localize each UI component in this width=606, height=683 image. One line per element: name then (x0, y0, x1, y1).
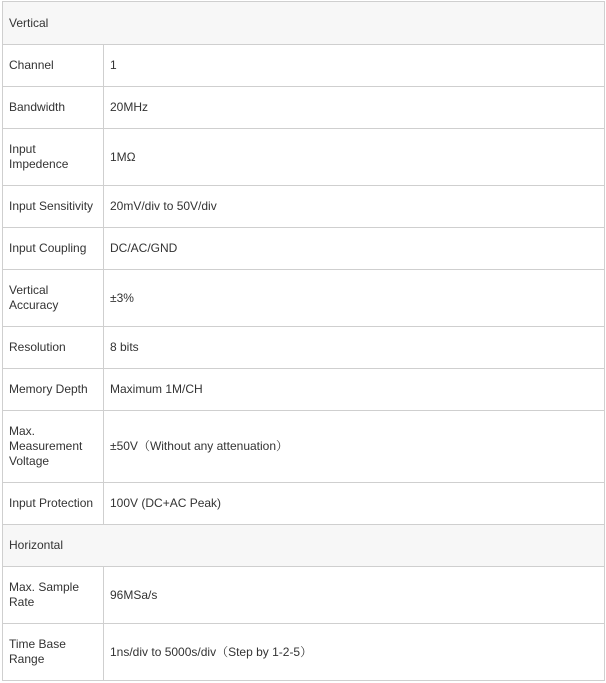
section-title: Vertical (3, 2, 605, 45)
table-row (3, 45, 605, 87)
spec-label: Max. Measurement Voltage (3, 411, 104, 483)
spec-label: Time Base Range (3, 624, 104, 681)
table-row (3, 129, 605, 186)
spec-value: 1ns/div to 5000s/div（Step by 1-2-5） (104, 624, 605, 681)
spec-label: Channel (3, 45, 104, 87)
table-row (3, 186, 605, 228)
table-row (3, 411, 605, 483)
table-row (3, 228, 605, 270)
spec-label: Input Sensitivity (3, 186, 104, 228)
spec-label: Input Coupling (3, 228, 104, 270)
table-row (3, 567, 605, 624)
section-header-row (3, 525, 605, 567)
spec-label: Vertical Accuracy (3, 270, 104, 327)
spec-label: Input Impedence (3, 129, 104, 186)
spec-value: ±3% (104, 270, 605, 327)
spec-table (2, 1, 605, 681)
spec-label: Bandwidth (3, 87, 104, 129)
spec-value: 100V (DC+AC Peak) (104, 483, 605, 525)
spec-value: 20mV/div to 50V/div (104, 186, 605, 228)
spec-value: 8 bits (104, 327, 605, 369)
spec-label: Resolution (3, 327, 104, 369)
spec-label: Max. Sample Rate (3, 567, 104, 624)
table-row (3, 270, 605, 327)
spec-label: Memory Depth (3, 369, 104, 411)
spec-value: 1MΩ (104, 129, 605, 186)
table-row (3, 369, 605, 411)
spec-value: 96MSa/s (104, 567, 605, 624)
table-row (3, 483, 605, 525)
spec-value: 1 (104, 45, 605, 87)
spec-value: DC/AC/GND (104, 228, 605, 270)
section-header-row (3, 2, 605, 45)
table-row (3, 87, 605, 129)
section-title: Horizontal (3, 525, 605, 567)
spec-value: Maximum 1M/CH (104, 369, 605, 411)
table-row (3, 327, 605, 369)
spec-value: 20MHz (104, 87, 605, 129)
spec-value: ±50V（Without any attenuation） (104, 411, 605, 483)
spec-label: Input Protection (3, 483, 104, 525)
table-row (3, 624, 605, 681)
